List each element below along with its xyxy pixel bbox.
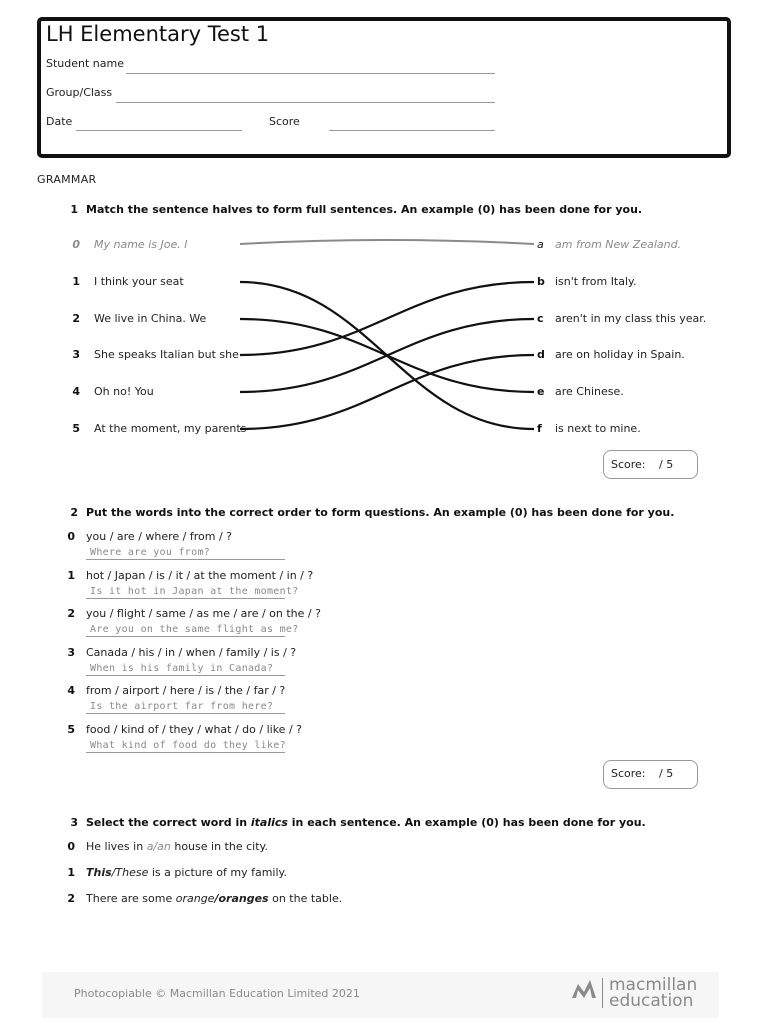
left-item-number: 2 — [72, 312, 80, 325]
right-item-letter: f — [537, 422, 542, 435]
q2-answer-line — [86, 713, 285, 714]
q2-prompt: Canada / his / in / when / family / is / ? — [86, 646, 297, 659]
right-item-letter: a — [537, 238, 544, 251]
q2-answer[interactable]: When is his family in Canada? — [90, 663, 274, 674]
q3-instruction-italic: italics — [250, 816, 288, 829]
left-item-number: 5 — [72, 422, 80, 435]
q3-sentence — [86, 866, 287, 879]
q2-answer-line — [86, 636, 285, 637]
q3-instruction-before: Select the correct word in — [86, 816, 251, 829]
left-item-text: My name is Joe. I — [94, 238, 188, 251]
q2-prompt: from / airport / here / is / the / far / ? — [86, 684, 286, 697]
right-item-text: isn't from Italy. — [555, 275, 637, 288]
matching-lines — [0, 0, 768, 470]
q2-prompt: you / flight / same / as me / are / on the / ? — [86, 607, 321, 620]
left-item-text: She speaks Italian but she — [94, 348, 239, 361]
q3-option-separator: / — [111, 866, 116, 879]
test-title: LH Elementary Test 1 — [46, 22, 270, 46]
q2-item-number: 3 — [67, 646, 75, 659]
q3-item-number: 0 — [67, 840, 75, 853]
left-item-text: Oh no! You — [94, 385, 154, 398]
right-item-letter: c — [537, 312, 544, 325]
q2-score-label: Score: — [611, 767, 646, 780]
right-item-text: am from New Zealand. — [555, 238, 682, 251]
macmillan-logo-icon — [571, 978, 597, 1000]
q2-prompt: you / are / where / from / ? — [86, 530, 233, 543]
right-item-letter: e — [537, 385, 545, 398]
q3-sentence-end: is a picture of my family. — [148, 866, 287, 879]
q2-item-number: 5 — [67, 723, 75, 736]
q2-item-number: 0 — [67, 530, 75, 543]
q3-item-number: 1 — [67, 866, 75, 879]
q2-answer-line — [86, 598, 285, 599]
match-line-0a — [240, 240, 534, 244]
q2-answer[interactable]: What kind of food do they like? — [90, 740, 286, 751]
group-class-label: Group/Class — [46, 86, 113, 99]
student-name-label: Student name — [46, 57, 124, 70]
q2-item-number: 2 — [67, 607, 75, 620]
q2-item-number: 1 — [67, 569, 75, 582]
q2-item-number: 4 — [67, 684, 75, 697]
q2-prompt: food / kind of / they / what / do / like / ? — [86, 723, 302, 736]
q3-sentence-end: house in the city. — [170, 840, 268, 853]
q2-prompt: hot / Japan / is / it / at the moment / in / ? — [86, 569, 314, 582]
q1-score-total: / 5 — [659, 458, 674, 471]
q3-instruction-after: in each sentence. An example (0) has been done for you. — [287, 816, 646, 829]
question-3-instruction — [86, 816, 646, 829]
section-heading: GRAMMAR — [37, 173, 97, 186]
q3-option-separator: / — [214, 892, 219, 905]
q2-answer-line — [86, 559, 285, 560]
q3-sentence — [86, 892, 342, 905]
q3-sentence-start: There are some — [86, 892, 176, 905]
q3-choice[interactable]: a/an — [146, 840, 171, 853]
q3-sentence — [86, 840, 268, 853]
left-item-number: 3 — [72, 348, 80, 361]
match-line-3b — [240, 282, 534, 355]
q2-answer[interactable]: Is it hot in Japan at the moment? — [90, 586, 299, 597]
right-item-letter: b — [537, 275, 545, 288]
q3-option-orange[interactable]: orange — [175, 892, 215, 905]
question-1-instruction: Match the sentence halves to form full sentences. An example (0) has been done for you. — [86, 203, 643, 216]
left-item-text: I think your seat — [94, 275, 184, 288]
q2-score-total: / 5 — [659, 767, 674, 780]
match-line-4c — [240, 319, 534, 392]
q3-sentence-start: He lives in — [86, 840, 147, 853]
right-item-text: is next to mine. — [555, 422, 641, 435]
score-label: Score — [269, 115, 300, 128]
q3-option-this[interactable]: This — [86, 866, 112, 879]
right-item-text: are on holiday in Spain. — [555, 348, 685, 361]
right-item-text: are Chinese. — [555, 385, 624, 398]
question-2-instruction: Put the words into the correct order to form questions. An example (0) has been done for you. — [86, 506, 675, 519]
q1-score-label: Score: — [611, 458, 646, 471]
q2-answer[interactable]: Is the airport far from here? — [90, 701, 274, 712]
question-1-number: 1 — [70, 203, 78, 216]
logo-divider — [602, 978, 603, 1008]
left-item-number: 0 — [72, 238, 80, 251]
q3-sentence-end: on the table. — [268, 892, 343, 905]
copyright-text: Photocopiable © Macmillan Education Limited 2021 — [74, 987, 360, 1000]
question-2-number: 2 — [70, 506, 78, 519]
match-line-5d — [240, 355, 534, 429]
right-item-letter: d — [537, 348, 545, 361]
date-label: Date — [46, 115, 73, 128]
q2-answer-line — [86, 752, 285, 753]
q3-option-oranges[interactable]: oranges — [218, 892, 269, 905]
left-item-number: 1 — [72, 275, 80, 288]
question-3-number: 3 — [70, 816, 78, 829]
left-item-number: 4 — [72, 385, 80, 398]
q2-answer[interactable]: Where are you from? — [90, 547, 211, 558]
logo-text-macmillan: macmillan — [609, 975, 698, 995]
left-item-text: At the moment, my parents — [94, 422, 247, 435]
q3-option-these[interactable]: These — [115, 866, 149, 879]
left-item-text: We live in China. We — [94, 312, 207, 325]
q2-answer-line — [86, 675, 285, 676]
right-item-text: aren't in my class this year. — [555, 312, 707, 325]
q3-item-number: 2 — [67, 892, 75, 905]
logo-text-education: education — [609, 991, 694, 1011]
q2-answer[interactable]: Are you on the same flight as me? — [90, 624, 299, 635]
